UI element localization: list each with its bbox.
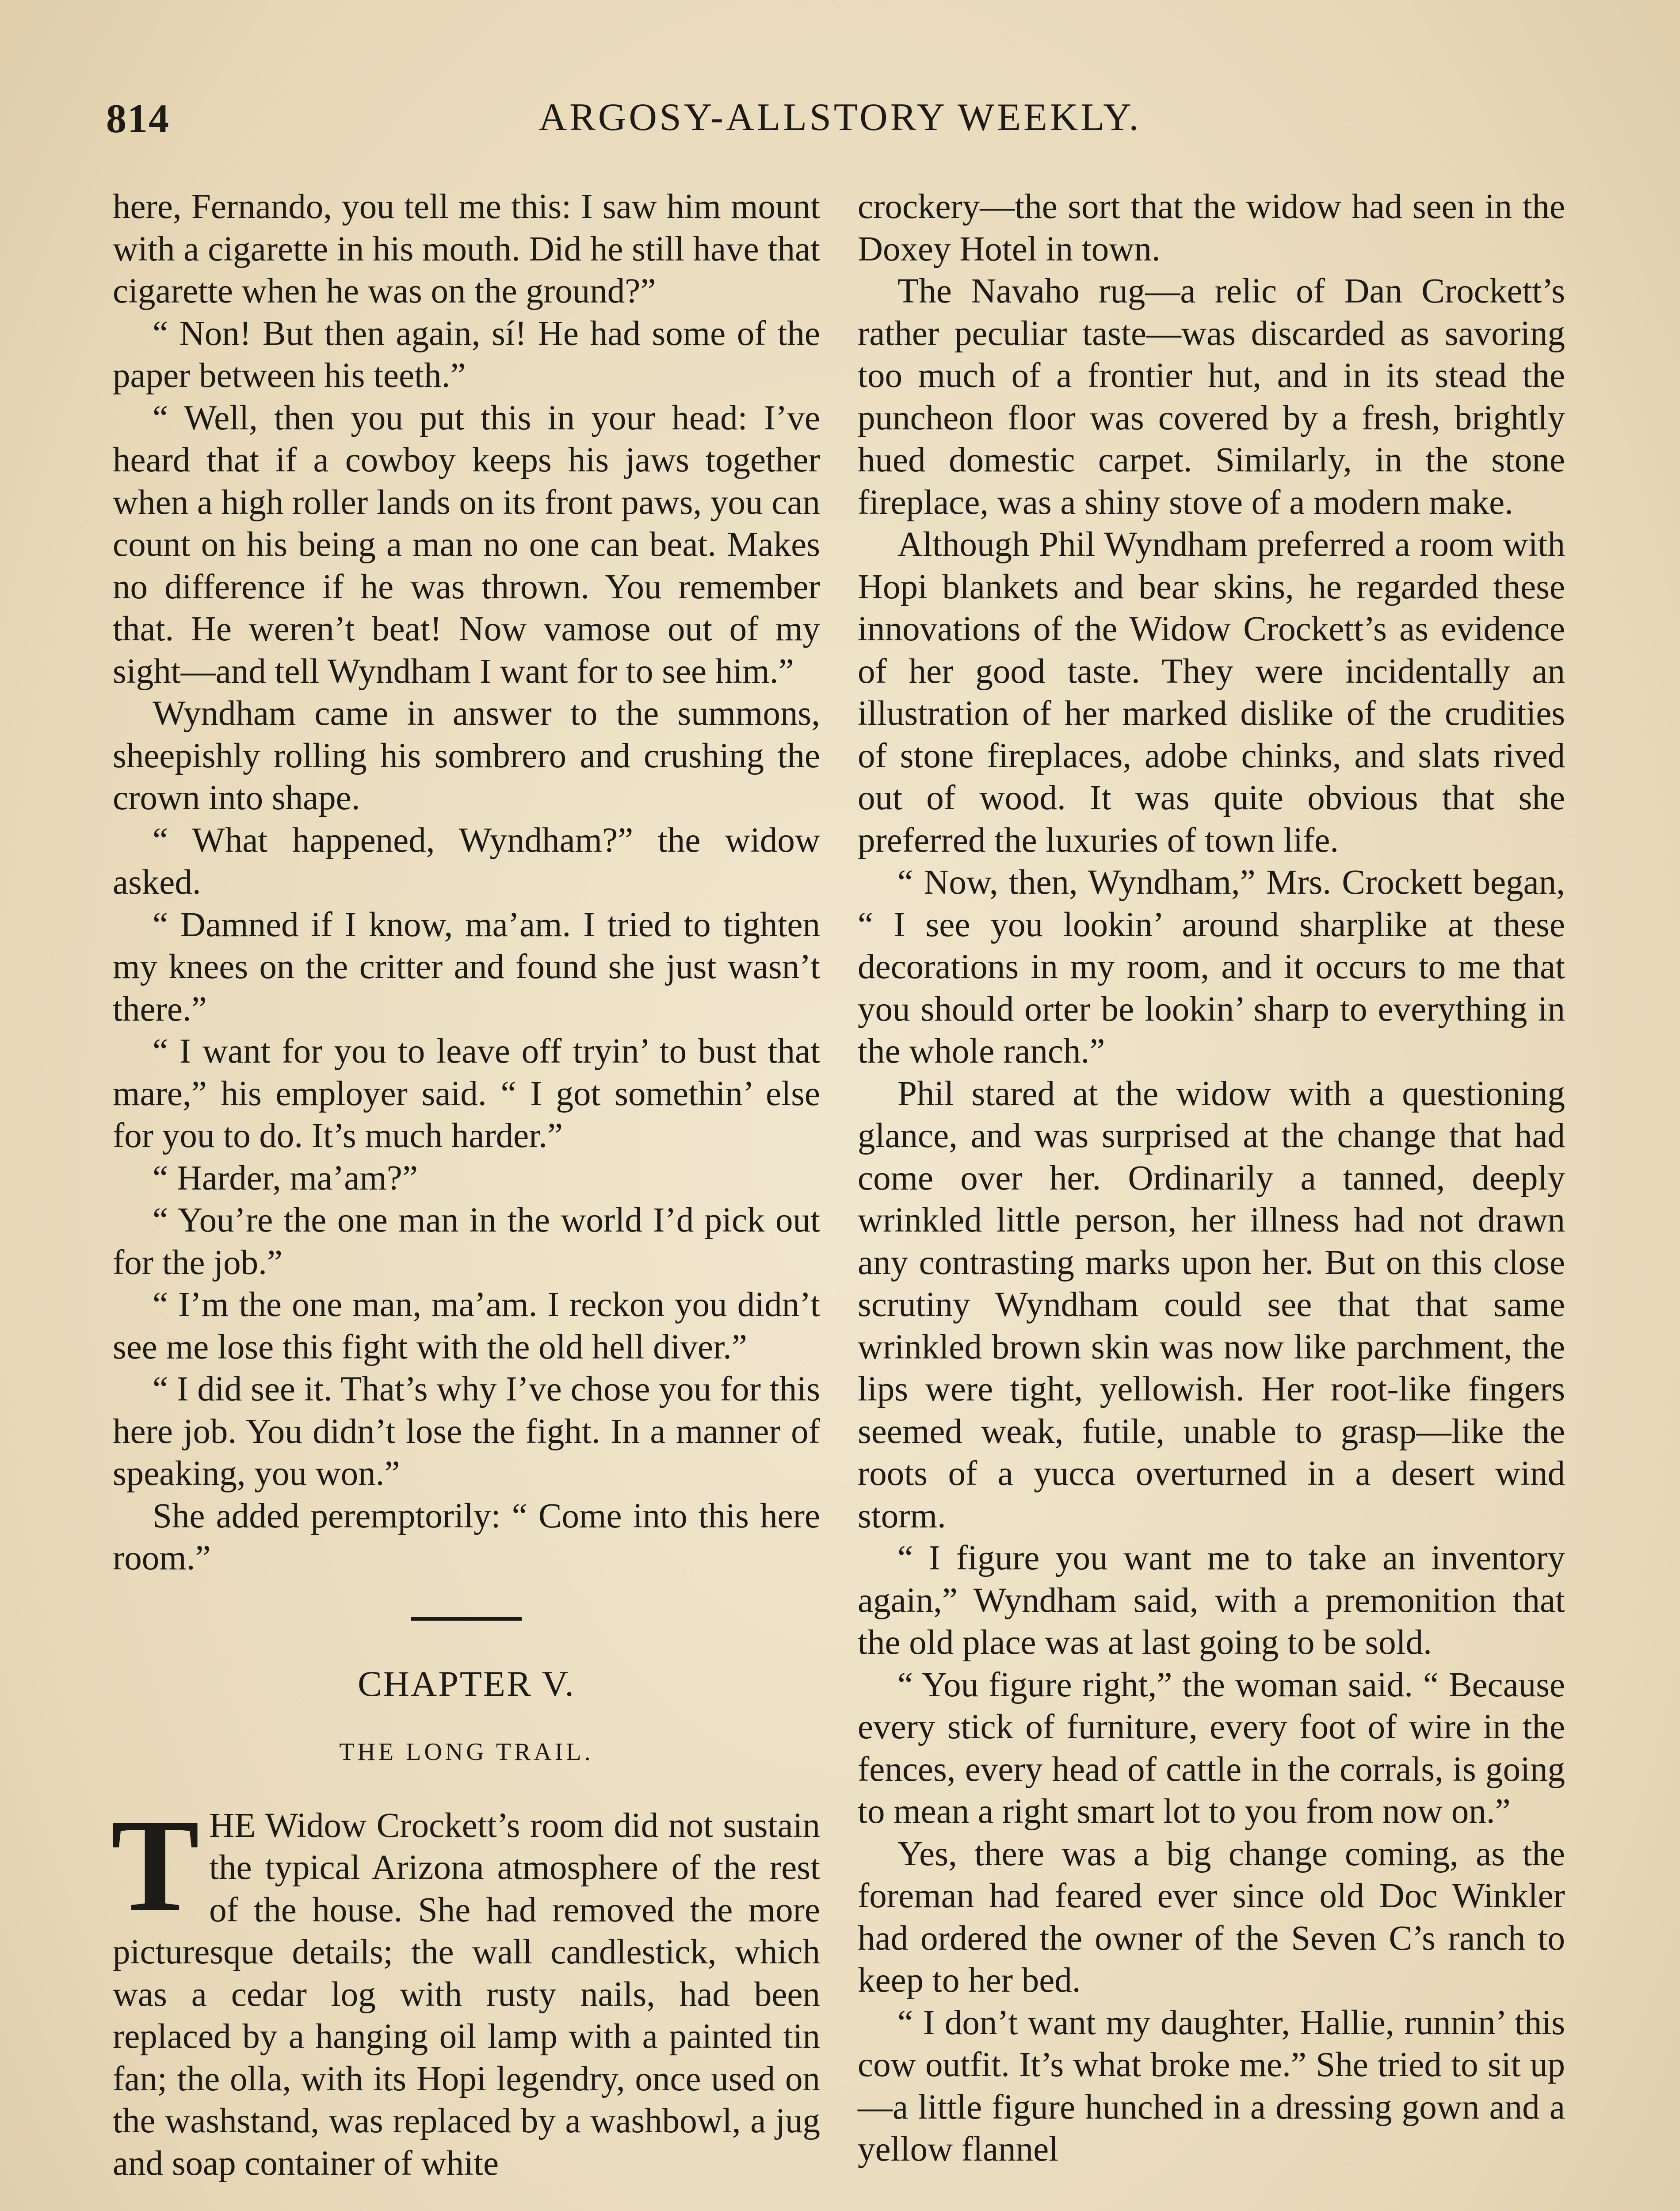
paragraph: “ Well, then you put this in your head: I’ve heard that if a cowboy keeps his jaws together when a high roller lands on its front paws, you can count on his being a man no one can beat. Makes no difference if he was thrown. You remember that. He weren’t beat! Now vamose out of my sight—and tell Wyndham I want for to see him.”: [113, 398, 820, 691]
paragraph: Yes, there was a big change coming, as the foreman had feared ever since old Doc Winkler had ordered the owner of the Seven C’s ranch to keep to her bed.: [858, 1834, 1565, 2000]
paragraph: “ You’re the one man in the world I’d pick out for the job.”: [113, 1201, 820, 1282]
drop-cap: T: [111, 1791, 200, 1939]
opening-text: HE Widow Crockett’s room did not sustain the typical Arizona atmosphere of the rest of the house. She had removed the more picturesque details; the wall candlestick, which was a cedar log with rusty nails, had been replaced by a hanging oil lamp with a painted tin fan; the olla, with its Hopi legendry, once used on the washstand, was replaced by a washbowl, a jug and soap container of white: [113, 1806, 820, 2183]
page-header: [106, 95, 1574, 157]
chapter-subtitle: THE LONG TRAIL.: [339, 1738, 594, 1766]
paragraph: “ Now, then, Wyndham,” Mrs. Crockett began, “ I see you lookin’ around sharplike at these decorations in my room, and it occurs to me that you should orter be lookin’ sharp to everything in the whole ranch.”: [858, 863, 1565, 1071]
paragraph: “ I want for you to leave off tryin’ to bust that mare,” his employer said. “ I got somethin’ else for you to do. It’s much harder.”: [113, 1032, 820, 1155]
paragraph: crockery—the sort that the widow had seen in the Doxey Hotel in town.: [858, 187, 1565, 268]
paragraph: “ I did see it. That’s why I’ve chose you for this here job. You didn’t lose the fight. In a manner of speaking, you won.”: [113, 1370, 820, 1493]
paragraph: Although Phil Wyndham preferred a room with Hopi blankets and bear skins, he regarded these innovations of the Widow Crockett’s as evidence of her good taste. They were incidentally an illustration of her marked dislike of the crudities of stone fireplaces, adobe chinks, and slats rived out of wood. It was quite obvious that she preferred the luxuries of town life.: [858, 525, 1565, 860]
paragraph: here, Fernando, you tell me this: I saw him mount with a cigarette in his mouth. Did he still have that cigarette when he was on the ground?”: [113, 187, 820, 310]
right-column: [858, 186, 1565, 2171]
paragraph: The Navaho rug—a relic of Dan Crockett’s rather peculiar taste—was discarded as savoring too much of a frontier hut, and in its stead the puncheon floor was covered by a fresh, brightly hued domestic carpet. Similarly, in the stone fireplace, was a shiny stove of a modern make.: [858, 272, 1565, 522]
section-divider: [411, 1617, 522, 1621]
paragraph: “ I’m the one man, ma’am. I reckon you didn’t see me lose this fight with the old hell diver.”: [113, 1285, 820, 1366]
chapter-title: CHAPTER V.: [358, 1663, 575, 1704]
page-number: 814: [106, 96, 170, 141]
left-column: [113, 186, 820, 2184]
paragraph: She added peremptorily: “ Come into this here room.”: [113, 1496, 820, 1577]
paragraph: “ Harder, ma’am?”: [153, 1159, 418, 1197]
paragraph: “ You figure right,” the woman said. “ Because every stick of furniture, every foot of wire in the fences, every head of cattle in the corrals, is going to mean a right smart lot to you from now on.”: [858, 1665, 1565, 1831]
paragraph: “ I figure you want me to take an inventory again,” Wyndham said, with a premonition that the old place was at last going to be sold.: [858, 1539, 1565, 1662]
paragraph: Wyndham came in answer to the summons, sheepishly rolling his sombrero and crushing the crown into shape.: [113, 694, 820, 817]
paragraph: Phil stared at the widow with a questioning glance, and was surprised at the change that had come over her. Ordinarily a tanned, deeply wrinkled little person, her illness had not drawn any contrasting marks upon her. But on this close scrutiny Wyndham could see that that same wrinkled brown skin was now like parchment, the lips were tight, yellowish. Her root-like fingers seemed weak, futile, unable to grasp—like the roots of a yucca overturned in a desert wind storm.: [858, 1074, 1565, 1535]
paragraph: “ What happened, Wyndham?” the widow asked.: [113, 821, 820, 902]
paragraph: “ Damned if I know, ma’am. I tried to tighten my knees on the critter and found she just wasn’t there.”: [113, 905, 820, 1029]
running-title: ARGOSY-ALLSTORY WEEKLY.: [538, 96, 1142, 139]
opening-paragraph: [111, 1791, 820, 2185]
paragraph: “ I don’t want my daughter, Hallie, runnin’ this cow outfit. It’s what broke me.” She tried to sit up—a little figure hunched in a dressing gown and a yellow flannel: [858, 2003, 1565, 2169]
paragraph: “ Non! But then again, sí! He had some of the paper between his teeth.”: [113, 314, 820, 395]
